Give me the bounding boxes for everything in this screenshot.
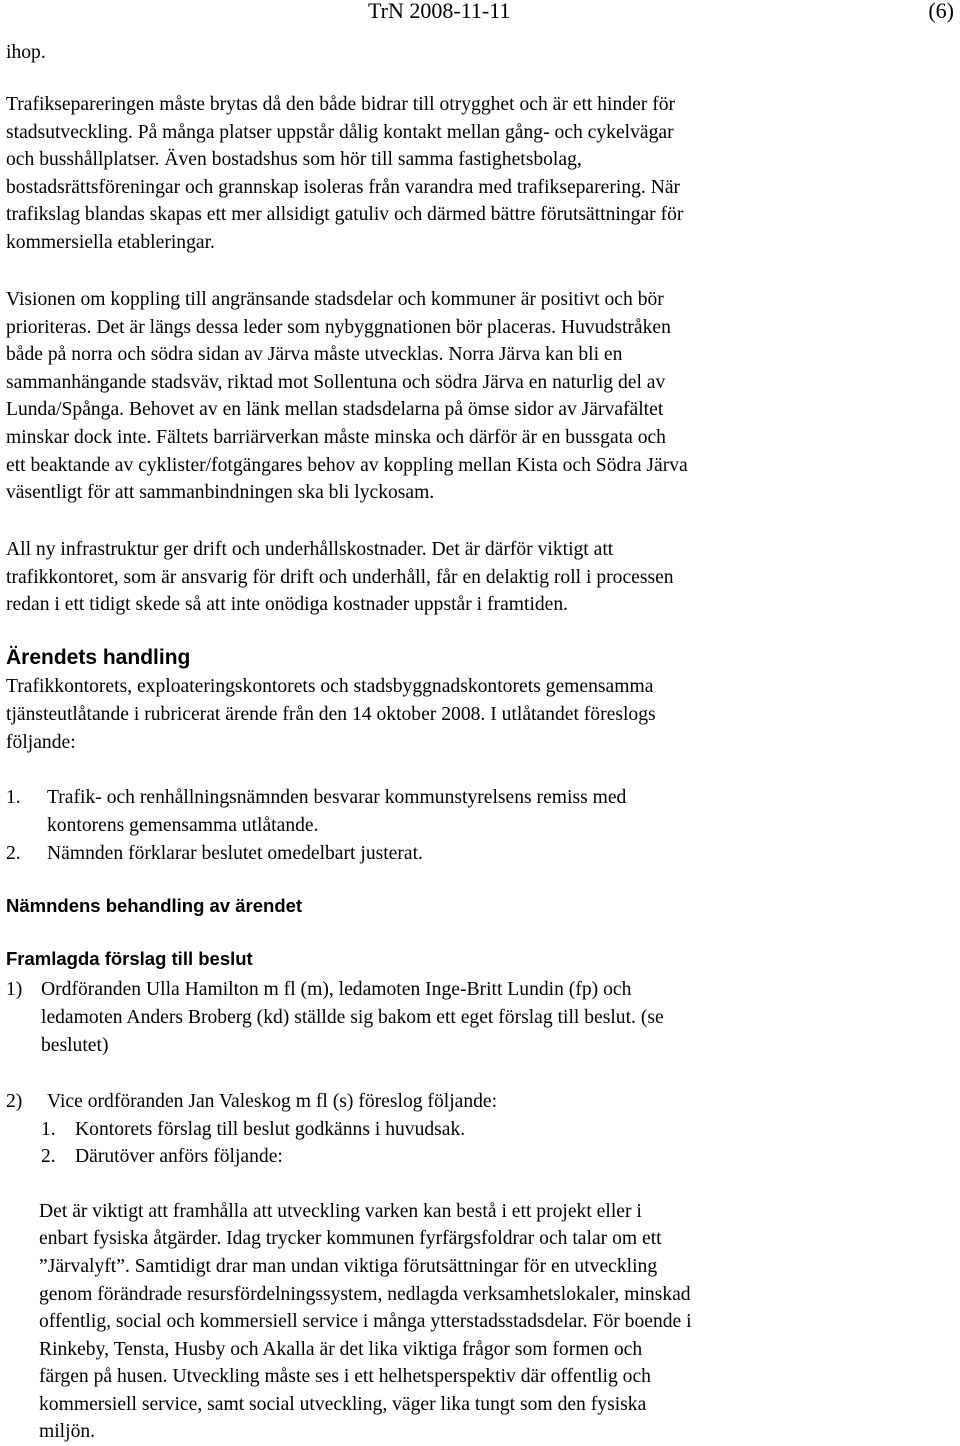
text-line: ihop. bbox=[6, 42, 46, 63]
text-line: och busshållplatser. Även bostadshus som hör till samma fastighetsbolag, bbox=[6, 149, 582, 170]
list-item-line: ledamoten Anders Broberg (kd) ställde sig bakom ett eget förslag till beslut. (se bbox=[41, 1007, 664, 1028]
list-number: 2. bbox=[6, 843, 21, 864]
text-line: stadsutveckling. På många platser uppstår dålig kontakt mellan gång- och cykelvägar bbox=[6, 122, 674, 143]
text-line: ”Järvalyft”. Samtidigt drar man undan viktiga förutsättningar för en utveckling bbox=[39, 1256, 658, 1277]
text-line: kommersiella etableringar. bbox=[6, 232, 215, 253]
sublist-item: Därutöver anförs följande: bbox=[75, 1146, 283, 1167]
list-item-line: Ordföranden Ulla Hamilton m fl (m), ledamoten Inge-Britt Lundin (fp) och bbox=[41, 979, 632, 1000]
text-line: Trafikkontorets, exploateringskontorets och stadsbyggnadskontorets gemensamma bbox=[6, 676, 654, 697]
sublist-number: 2. bbox=[41, 1146, 56, 1167]
list-number: 2) bbox=[6, 1091, 23, 1112]
text-line: bostadsrättsföreningar och grannskap isoleras från varandra med trafikseparering. När bbox=[6, 177, 681, 198]
text-line: Visionen om koppling till angränsande stadsdelar och kommuner är positivt och bör bbox=[6, 289, 664, 310]
text-line: ett beaktande av cyklister/fotgängares behov av koppling mellan Kista och Södra Järva bbox=[6, 455, 688, 476]
page-header bbox=[0, 0, 954, 30]
heading-framlagda-forslag: Framlagda förslag till beslut bbox=[6, 948, 253, 969]
list-number: 1) bbox=[6, 979, 23, 1000]
text-line: Det är viktigt att framhålla att utveckling varken kan bestå i ett projekt eller i bbox=[39, 1201, 642, 1222]
sublist-item: Kontorets förslag till beslut godkänns i huvudsak. bbox=[75, 1119, 466, 1140]
heading-arendets-handling: Ärendets handling bbox=[6, 646, 191, 669]
text-line: färgen på husen. Utveckling måste ses i ett helhetsperspektiv där offentlig och bbox=[39, 1366, 651, 1387]
text-line: prioriteras. Det är längs dessa leder som nybyggnationen bör placeras. Huvudstråken bbox=[6, 317, 671, 338]
text-line: All ny infrastruktur ger drift och underhållskostnader. Det är därför viktigt att bbox=[6, 539, 614, 560]
text-line: offentlig, social och kommersiell service i många ytterstadsstadsdelar. För boende i bbox=[39, 1311, 692, 1332]
heading-namndens-behandling: Nämndens behandling av ärendet bbox=[6, 895, 303, 916]
text-line: tjänsteutlåtande i rubricerat ärende från den 14 oktober 2008. I utlåtandet föreslogs bbox=[6, 704, 656, 725]
text-line: trafikkontoret, som är ansvarig för drift och underhåll, får en delaktig roll i processen bbox=[6, 567, 674, 588]
list-item-line: beslutet) bbox=[41, 1035, 109, 1056]
list-item-line: Nämnden förklarar beslutet omedelbart justerat. bbox=[47, 843, 423, 864]
list-item-line: Trafik- och renhållningsnämnden besvarar kommunstyrelsens remiss med bbox=[47, 787, 627, 808]
text-line: väsentligt för att sammanbindningen ska bli lyckosam. bbox=[6, 482, 435, 503]
text-line: minskar dock inte. Fältets barriärverkan måste minska och därför är en bussgata och bbox=[6, 427, 666, 448]
text-line: trafikslag blandas skapas ett mer allsidigt gatuliv och därmed bättre förutsättningar för bbox=[6, 204, 684, 225]
text-line: kommersiell service, samt social utveckling, väger lika tungt som den fysiska bbox=[39, 1394, 647, 1415]
list-item-line: Vice ordföranden Jan Valeskog m fl (s) föreslog följande: bbox=[47, 1091, 498, 1112]
list-item-line: kontorens gemensamma utlåtande. bbox=[47, 815, 319, 836]
document-date: TrN 2008-11-11 bbox=[368, 0, 511, 23]
text-line: sammanhängande stadsväv, riktad mot Sollentuna och södra Järva en naturlig del av bbox=[6, 372, 666, 393]
text-line: miljön. bbox=[39, 1421, 96, 1442]
text-line: redan i ett tidigt skede så att inte onödiga kostnader uppstår i framtiden. bbox=[6, 594, 569, 615]
sublist-number: 1. bbox=[41, 1119, 56, 1140]
text-line: följande: bbox=[6, 732, 76, 753]
text-line: Trafiksepareringen måste brytas då den både bidrar till otrygghet och är ett hinder för bbox=[6, 94, 676, 115]
text-line: genom förändrade resursfördelningssystem, nedlagda verksamhetslokaler, minskad bbox=[39, 1284, 691, 1305]
page-number: (6) bbox=[928, 0, 954, 23]
text-line: enbart fysiska åtgärder. Idag trycker kommunen fyrfärgsfoldrar och talar om ett bbox=[39, 1228, 662, 1249]
text-line: både på norra och södra sidan av Järva måste utvecklas. Norra Järva kan bli en bbox=[6, 344, 623, 365]
text-line: Rinkeby, Tensta, Husby och Akalla är det lika viktiga frågor som formen och bbox=[39, 1339, 643, 1360]
list-number: 1. bbox=[6, 787, 21, 808]
text-line: Lunda/Spånga. Behovet av en länk mellan stadsdelarna på ömse sidor av Järvafältet bbox=[6, 399, 664, 420]
